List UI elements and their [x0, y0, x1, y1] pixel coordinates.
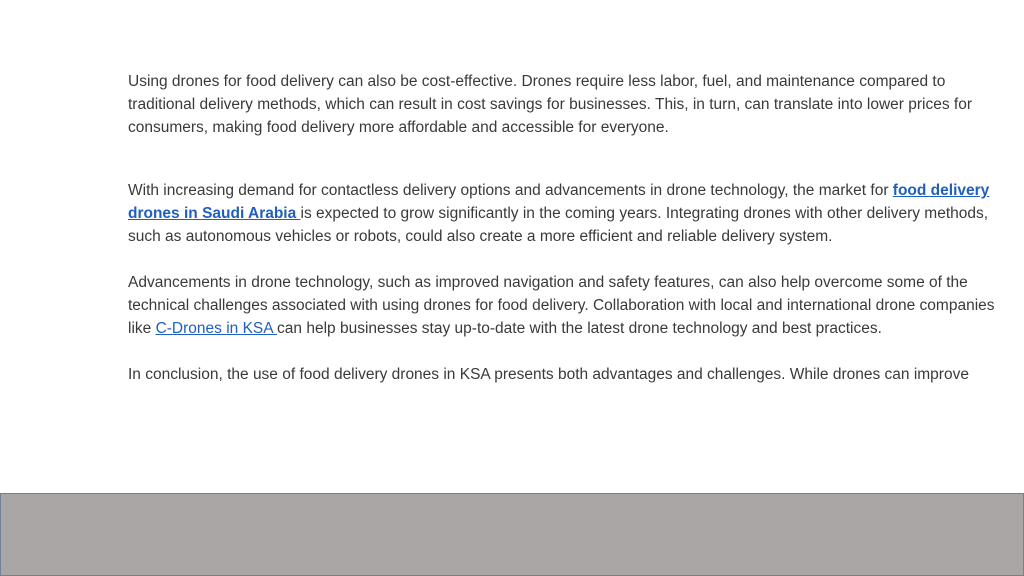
- paragraph-advancements: [128, 271, 1008, 340]
- paragraph-market-growth: [128, 179, 1008, 248]
- paragraph-conclusion: In conclusion, the use of food delivery drones in KSA presents both advantages and challenges. While drones can improve: [128, 366, 969, 383]
- paragraph-market-growth-text-before: With increasing demand for contactless delivery options and advancements in drone technology, the market for: [128, 182, 893, 199]
- paragraph-spacer: [128, 248, 1008, 271]
- paragraph-advancements-text-after: can help businesses stay up-to-date with the latest drone technology and best practices.: [277, 320, 882, 337]
- footer-bar: [0, 493, 1024, 576]
- paragraph-advancements-text-before: Advancements in drone technology, such as improved navigation and safety features, can also help overcome some of the technical challenges associated with using drones for food delivery. Collaboration with local and international drone companies like: [128, 274, 995, 337]
- c-drones-link[interactable]: C-Drones in KSA: [155, 320, 278, 337]
- paragraph-spacer: [128, 139, 1008, 179]
- paragraph-market-growth-text-after: is expected to grow significantly in the coming years. Integrating drones with other delivery methods, such as autonomous vehicles or robots, could also create a more efficient and reliable delivery system.: [128, 205, 989, 245]
- document-body: [128, 70, 1008, 386]
- paragraph-cost-effective: Using drones for food delivery can also be cost-effective. Drones require less labor, fuel, and maintenance compared to traditional delivery methods, which can result in cost savings for businesses. This, in turn, can translate into lower prices for consumers, making food delivery more affordable and accessible for everyone.: [128, 73, 972, 136]
- paragraph-spacer: [128, 340, 1008, 363]
- food-delivery-drones-link[interactable]: food delivery drones in Saudi Arabia: [128, 182, 990, 222]
